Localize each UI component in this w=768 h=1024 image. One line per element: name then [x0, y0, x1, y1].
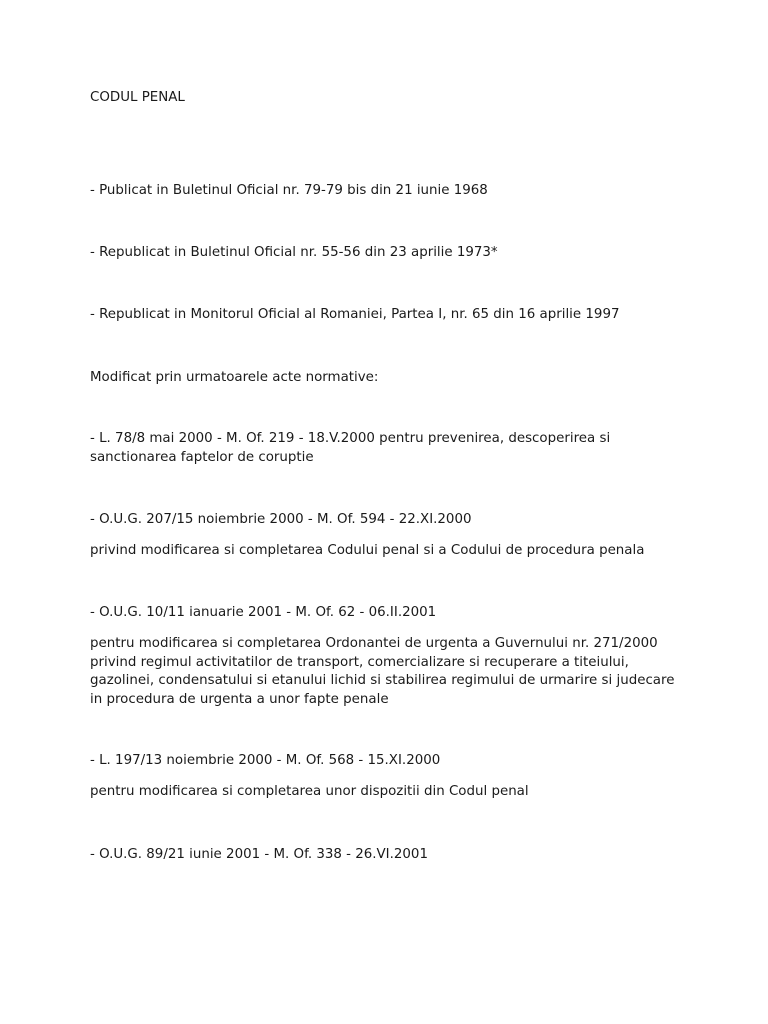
act-entry-oug-10: - O.U.G. 10/11 ianuarie 2001 - M. Of. 62 - 06.II.2001	[90, 605, 437, 620]
publication-line-1968: - Publicat in Buletinul Oficial nr. 79-79 bis din 21 iunie 1968	[90, 183, 488, 198]
publication-line-1973: - Republicat in Buletinul Oficial nr. 55-56 din 23 aprilie 1973*	[90, 245, 498, 260]
document-title: CODUL PENAL	[90, 90, 185, 105]
act-entry-oug-89: - O.U.G. 89/21 iunie 2001 - M. Of. 338 - 26.VI.2001	[90, 847, 428, 862]
publication-line-1997: - Republicat in Monitorul Oficial al Romaniei, Partea I, nr. 65 din 16 aprilie 1997	[90, 307, 620, 322]
act-entry-law-78: - L. 78/8 mai 2000 - M. Of. 219 - 18.V.2000 pentru prevenirea, descoperirea si sanctionarea faptelor de coruptie	[90, 431, 611, 465]
act-description-oug-10: pentru modificarea si completarea Ordonantei de urgenta a Guvernului nr. 271/2000 privind regimul activitatilor de transport, comercializare si recuperare a titeiului, gazolinei, condensatului si etanului lichid si stabilirea regimului de urmarire si judecare in procedura de urgenta a unor fapte penale	[90, 636, 675, 707]
modifications-heading: Modificat prin urmatoarele acte normative:	[90, 370, 379, 385]
act-entry-oug-207: - O.U.G. 207/15 noiembrie 2000 - M. Of. 594 - 22.XI.2000	[90, 512, 472, 527]
act-description-oug-207: privind modificarea si completarea Codului penal si a Codului de procedura penala	[90, 543, 645, 558]
act-description-law-197: pentru modificarea si completarea unor dispozitii din Codul penal	[90, 784, 529, 799]
act-entry-law-197: - L. 197/13 noiembrie 2000 - M. Of. 568 - 15.XI.2000	[90, 753, 441, 768]
